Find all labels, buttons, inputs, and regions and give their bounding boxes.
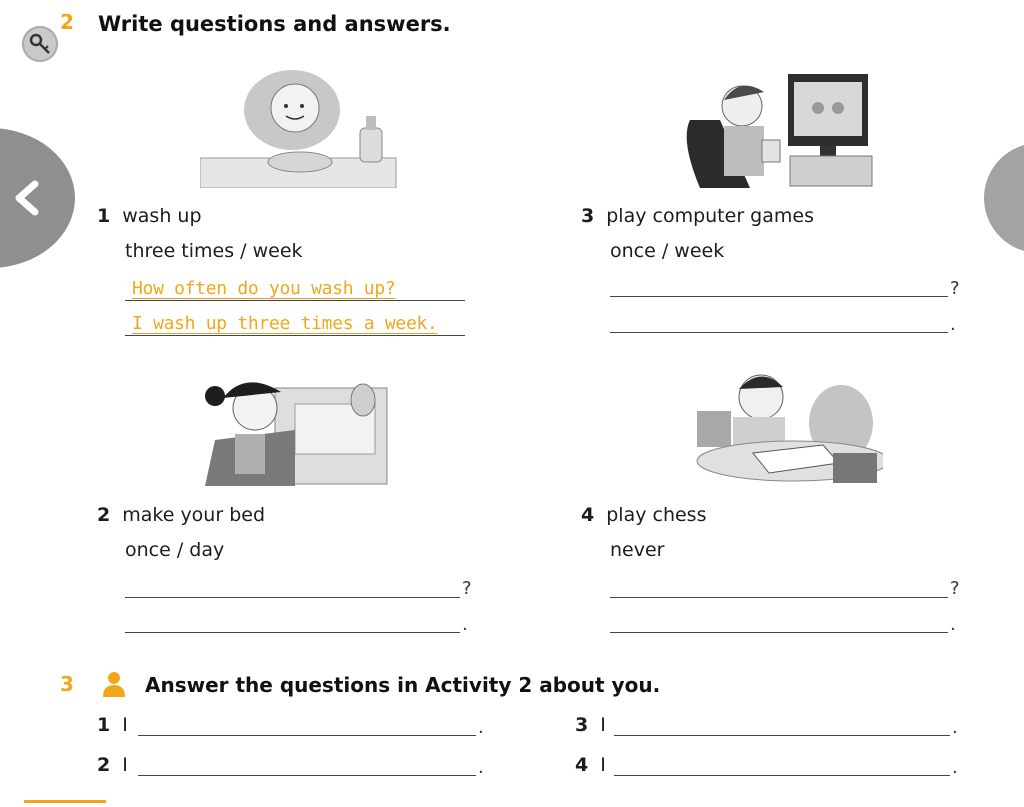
previous-page-button[interactable] xyxy=(0,128,75,268)
exercise-number: 2 xyxy=(60,10,74,34)
make-bed-illustration xyxy=(195,370,390,486)
item-3-question-mark: ? xyxy=(950,278,960,299)
exercise-instruction: Write questions and answers. xyxy=(98,12,451,36)
item-1-question-line[interactable] xyxy=(125,300,465,301)
answer-line-2[interactable] xyxy=(138,775,476,776)
item-1-answer-line[interactable] xyxy=(125,335,465,336)
item-3-answer-line[interactable] xyxy=(610,332,948,333)
next-page-button[interactable] xyxy=(984,143,1024,253)
answer-line-3-label: 3 I xyxy=(575,714,606,736)
computer-games-illustration xyxy=(680,70,875,188)
item-4-activity: 4 play chess xyxy=(581,504,707,526)
item-1-answer: I wash up three times a week. xyxy=(132,313,438,334)
answer-line-3[interactable] xyxy=(614,735,950,736)
answer-line-1-label: 1 I xyxy=(97,714,128,736)
answer-line-4-label: 4 I xyxy=(575,754,606,776)
item-2-question-mark: ? xyxy=(462,578,472,599)
wash-up-illustration xyxy=(200,70,400,188)
item-4-question-line[interactable] xyxy=(610,597,948,598)
chevron-left-icon xyxy=(13,180,43,216)
item-3-activity: 3 play computer games xyxy=(581,205,814,227)
answer-line-1[interactable] xyxy=(138,735,476,736)
exercise-3-instruction: Answer the questions in Activity 2 about you. xyxy=(145,673,661,697)
item-2-frequency: once / day xyxy=(125,539,225,561)
item-4-answer-line[interactable] xyxy=(610,632,948,633)
item-2-question-line[interactable] xyxy=(125,597,460,598)
item-1-activity: 1 wash up xyxy=(97,205,202,227)
footer-accent-line xyxy=(24,800,106,803)
item-1-question: How often do you wash up? xyxy=(132,278,396,299)
answer-line-1-punct: . xyxy=(478,717,484,738)
item-2-activity: 2 make your bed xyxy=(97,504,266,526)
item-2-answer-line[interactable] xyxy=(125,632,460,633)
key-icon xyxy=(22,26,58,62)
exercise-3-number: 3 xyxy=(60,672,74,696)
item-4-question-mark: ? xyxy=(950,578,960,599)
answer-line-2-label: 2 I xyxy=(97,754,128,776)
answer-line-2-punct: . xyxy=(478,757,484,778)
answer-line-4-punct: . xyxy=(952,757,958,778)
item-3-question-line[interactable] xyxy=(610,296,948,297)
person-icon xyxy=(102,671,126,697)
item-4-frequency: never xyxy=(610,539,665,561)
item-2-full-stop: . xyxy=(462,614,468,635)
item-4-full-stop: . xyxy=(950,614,956,635)
answer-line-3-punct: . xyxy=(952,717,958,738)
item-1-frequency: three times / week xyxy=(125,240,303,262)
answer-line-4[interactable] xyxy=(614,775,950,776)
chess-illustration xyxy=(693,367,883,483)
item-3-full-stop: . xyxy=(950,314,956,335)
item-3-frequency: once / week xyxy=(610,240,725,262)
